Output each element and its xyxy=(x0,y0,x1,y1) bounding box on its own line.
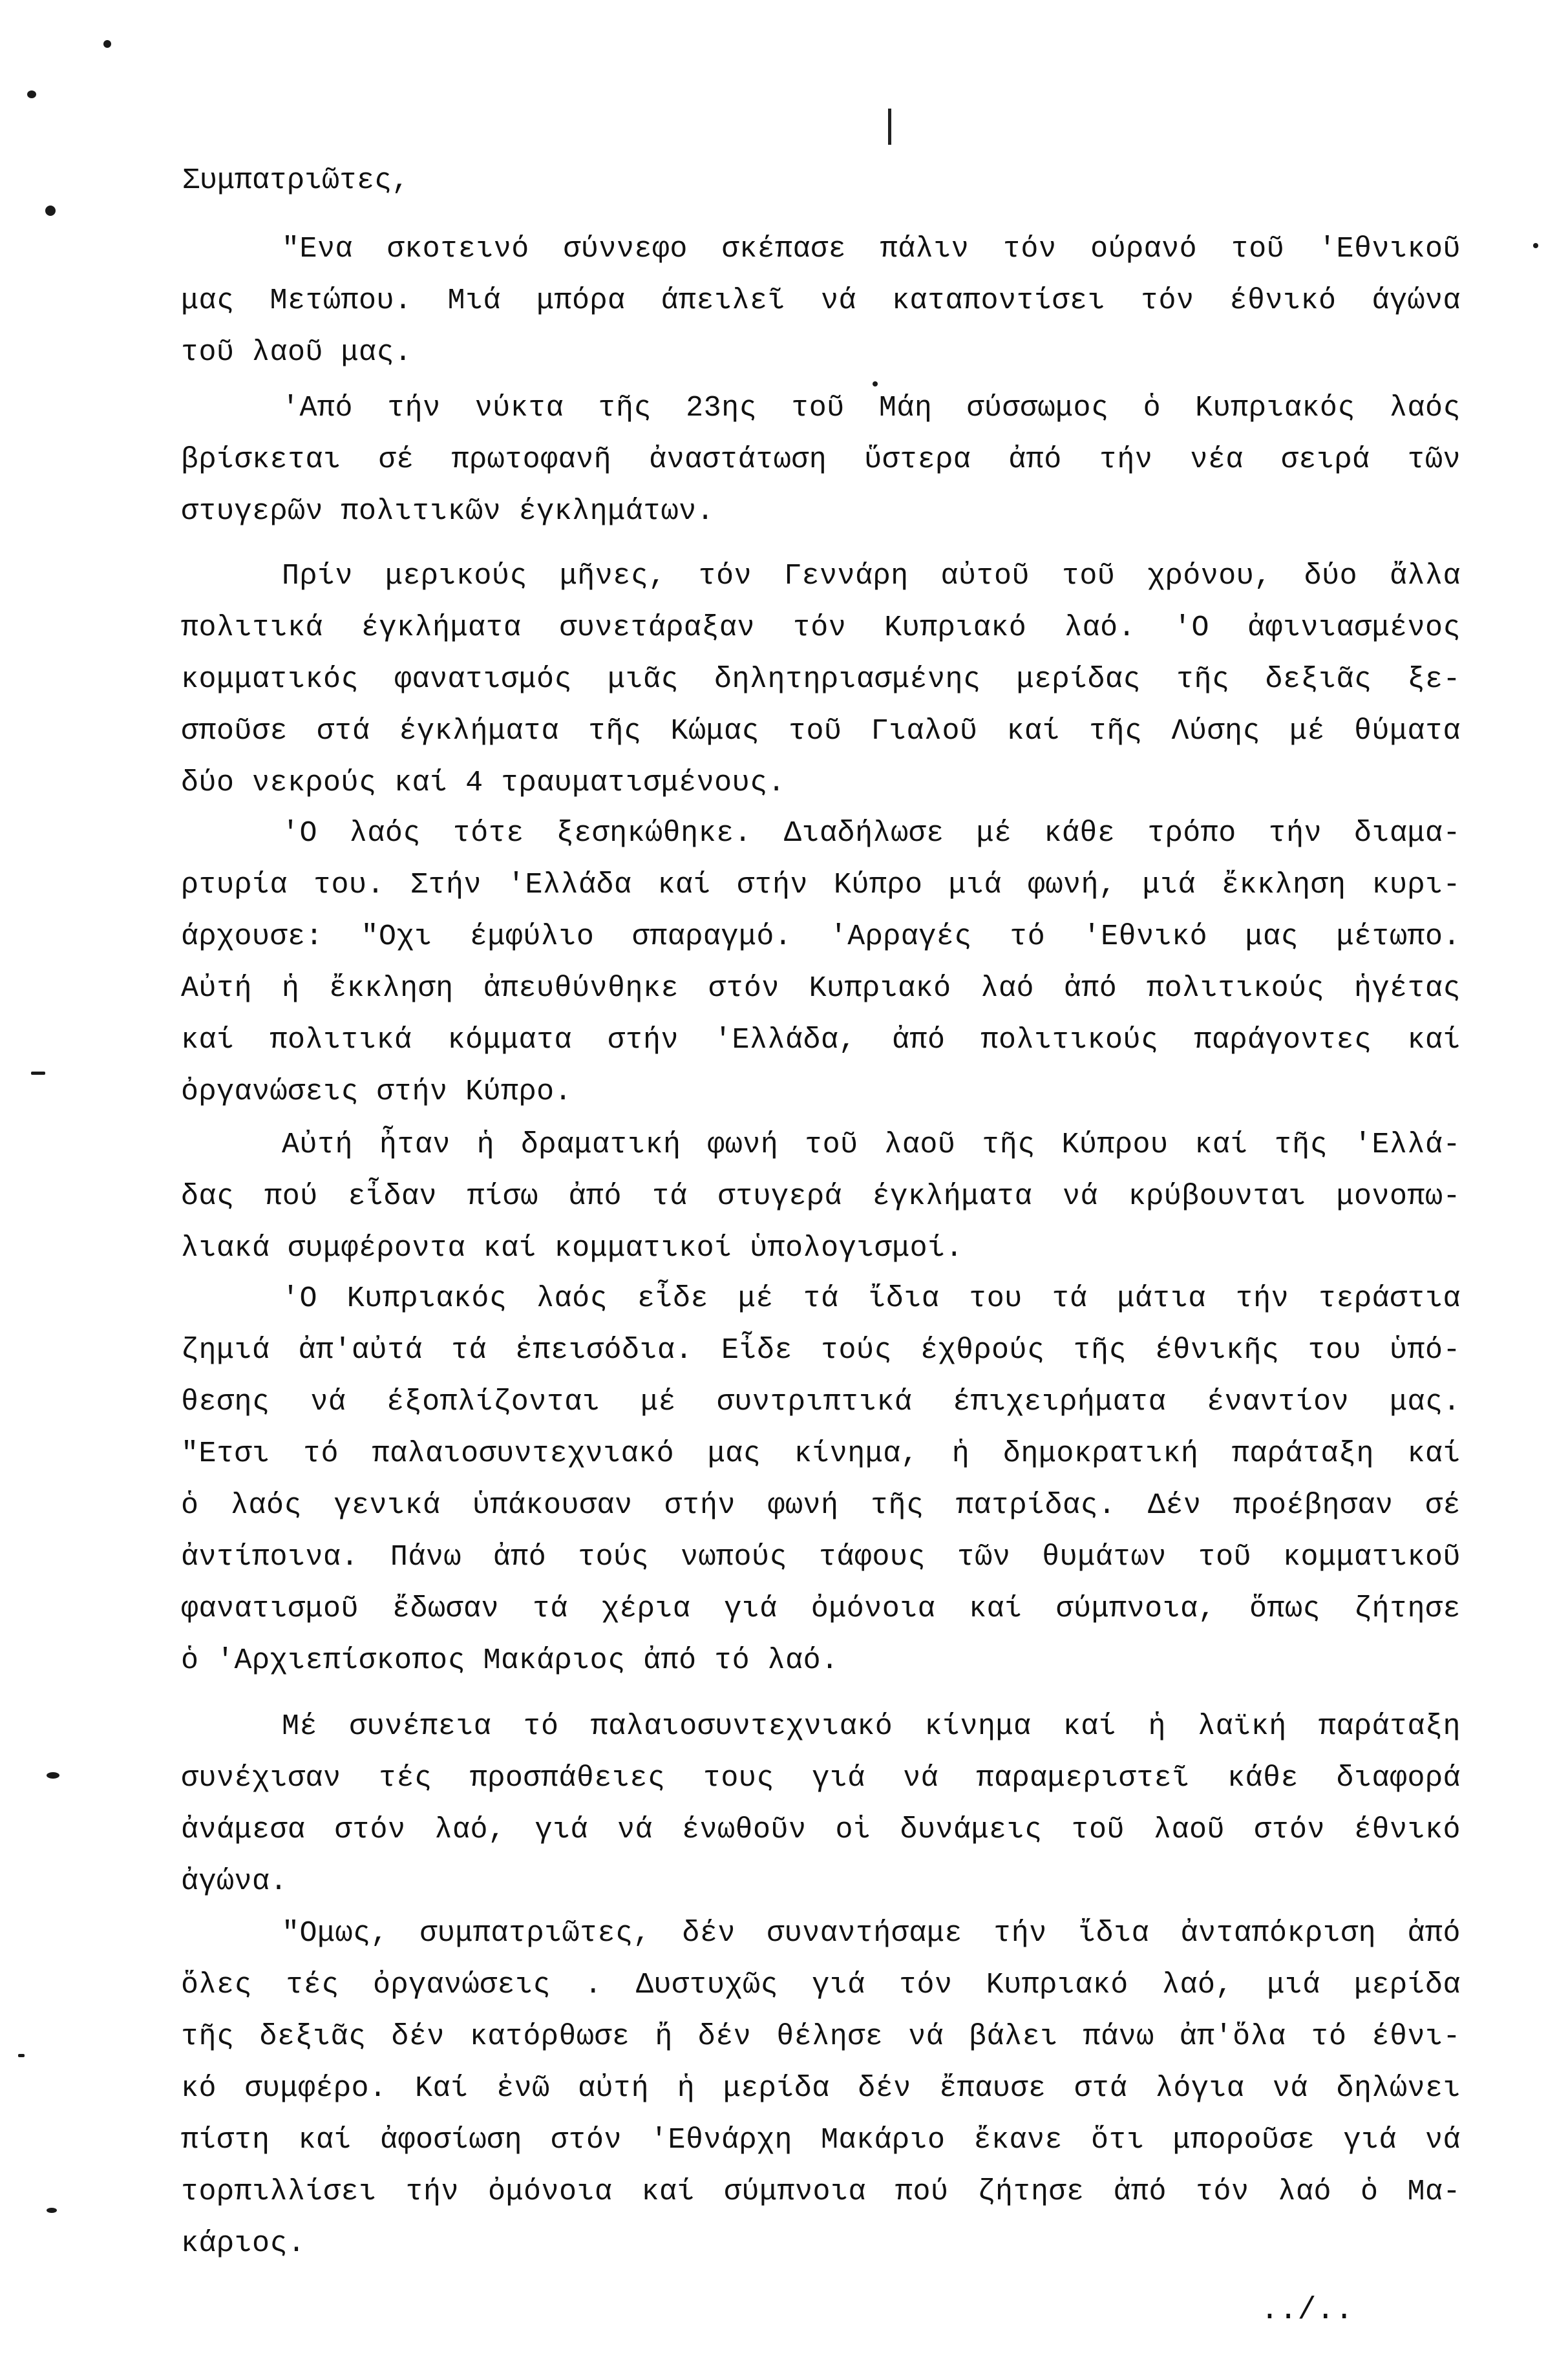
paragraph-line: φανατισμοῦ ἔδωσαν τά χέρια γιά ὀμόνοια καί σύμπνοια, ὅπως ζήτησε xyxy=(181,1592,1461,1625)
paragraph-line: δύο νεκρούς καί 4 τραυματισμένους. xyxy=(181,767,786,799)
paragraph-line: ὅλες τές ὀργανώσεις . Δυστυχῶς γιά τόν Κυπριακό λαό, μιά μερίδα xyxy=(181,1969,1461,2002)
scan-speck xyxy=(45,206,56,216)
paragraph-line: κάριος. xyxy=(181,2227,306,2260)
paragraph-line: 'Από τήν νύκτα τῆς 23ης τοῦ Μάη σύσσωμος ὁ Κυπριακός λαός xyxy=(282,392,1461,425)
scan-speck xyxy=(103,40,111,48)
paragraph-line: ἀγώνα. xyxy=(181,1865,288,1898)
salutation: Συμπατριῶτες, xyxy=(182,164,410,197)
paragraph-line: 'Ο λαός τότε ξεσηκώθηκε. Διαδήλωσε μέ κάθε τρόπο τήν διαμα- xyxy=(282,817,1461,850)
paragraph-line: Μέ συνέπεια τό παλαιοσυντεχνιακό κίνημα καί ἡ λαϊκή παράταξη xyxy=(282,1710,1461,1743)
paragraph-line: Πρίν μερικούς μῆνες, τόν Γεννάρη αὐτοῦ τοῦ χρόνου, δύο ἄλλα xyxy=(282,560,1461,593)
paragraph-line: κομματικός φανατισμός μιᾶς δηλητηριασμένης μερίδας τῆς δεξιᾶς ξε- xyxy=(181,663,1461,696)
paragraph-line: τοῦ λαοῦ μας. xyxy=(181,336,412,369)
paragraph-line: τορπιλλίσει τήν ὀμόνοια καί σύμπνοια πού ζήτησε ἀπό τόν λαό ὁ Μα- xyxy=(181,2175,1461,2208)
paragraph-line: θεσης νά έξοπλίζονται μέ συντριπτικά έπιχειρήματα έναντίον μας. xyxy=(181,1386,1461,1419)
scan-speck xyxy=(1533,243,1538,248)
paragraph-line: Αὐτή ἡ ἔκκληση ἀπευθύνθηκε στόν Κυπριακό λαό ἀπό πολιτικούς ἡγέτας xyxy=(181,972,1461,1005)
paragraph-line: στυγερῶν πολιτικῶν έγκλημάτων. xyxy=(181,495,715,528)
paragraph-line: 'Ο Κυπριακός λαός εἶδε μέ τά ἴδια του τά μάτια τήν τεράστια xyxy=(282,1282,1461,1315)
paragraph-line: ὁ 'Αρχιεπίσκοπος Μακάριος ἀπό τό λαό. xyxy=(181,1644,839,1677)
page-top-mark xyxy=(888,109,891,145)
paragraph-line: ὁ λαός γενικά ὑπάκουσαν στήν φωνή τῆς πατρίδας. Δέν προέβησαν σέ xyxy=(181,1489,1461,1522)
paragraph-line: ὀργανώσεις στήν Κύπρο. xyxy=(181,1075,573,1108)
paragraph-line: "Ετσι τό παλαιοσυντεχνιακό μας κίνημα, ἡ δημοκρατική παράταξη καί xyxy=(181,1437,1461,1470)
paragraph-line: ρτυρία του. Στήν 'Ελλάδα καί στήν Κύπρο μιά φωνή, μιά ἔκκληση κυρι- xyxy=(181,869,1461,902)
paragraph-line: ἀντίποινα. Πάνω ἀπό τούς νωπούς τάφους τῶν θυμάτων τοῦ κομματικοῦ xyxy=(181,1541,1461,1574)
paragraph-line: τῆς δεξιᾶς δέν κατόρθωσε ἤ δέν θέλησε νά βάλει πάνω ἀπ'ὅλα τό έθνι- xyxy=(181,2020,1461,2053)
paragraph-line: μας Μετώπου. Μιά μπόρα άπειλεῖ νά καταποντίσει τόν έθνικό άγώνα xyxy=(181,284,1461,317)
continuation-mark: ../.. xyxy=(1260,2293,1354,2328)
scan-speck xyxy=(47,2208,57,2213)
paragraph-line: άρχουσε: "Οχι έμφύλιο σπαραγμό. 'Αρραγές τό 'Εθνικό μας μέτωπο. xyxy=(181,920,1461,953)
scan-speck xyxy=(27,90,36,98)
paragraph-line: κό συμφέρο. Καί ἐνῶ αὐτή ἡ μερίδα δέν ἔπαυσε στά λόγια νά δηλώνει xyxy=(181,2072,1461,2105)
paragraph-line: Αὐτή ἦταν ἡ δραματική φωνή τοῦ λαοῦ τῆς Κύπρου καί τῆς 'Ελλά- xyxy=(282,1128,1461,1161)
paragraph-line: "Ομως, συμπατριῶτες, δέν συναντήσαμε τήν ἴδια ἀνταπόκριση ἀπό xyxy=(282,1917,1461,1950)
paragraph-line: "Ενα σκοτεινό σύννεφο σκέπασε πάλιν τόν ούρανό τοῦ 'Εθνικοῦ xyxy=(282,233,1461,266)
paragraph-line: σποῦσε στά έγκλήματα τῆς Κώμας τοῦ Γιαλοῦ καί τῆς Λύσης μέ θύματα xyxy=(181,715,1461,748)
paragraph-line: πίστη καί ἀφοσίωση στόν 'Εθνάρχη Μακάριο ἔκανε ὅτι μποροῦσε γιά νά xyxy=(181,2124,1461,2157)
paragraph-line: βρίσκεται σέ πρωτοφανῆ ἀναστάτωση ὕστερα ἀπό τήν νέα σειρά τῶν xyxy=(181,443,1461,476)
scan-speck xyxy=(47,1772,59,1779)
paragraph-line: συνέχισαν τές προσπάθειες τους γιά νά παραμεριστεῖ κάθε διαφορά xyxy=(181,1762,1461,1795)
paragraph-line: δας πού εἶδαν πίσω ἀπό τά στυγερά έγκλήματα νά κρύβουνται μονοπω- xyxy=(181,1180,1461,1213)
paragraph-line: καί πολιτικά κόμματα στήν 'Ελλάδα, ἀπό πολιτικούς παράγοντες καί xyxy=(181,1024,1461,1057)
paragraph-line: ζημιά ἀπ'αὐτά τά ἐπεισόδια. Εἶδε τούς έχθρούς τῆς έθνικῆς του ὑπό- xyxy=(181,1334,1461,1367)
paragraph-line: λιακά συμφέροντα καί κομματικοί ὑπολογισμοί. xyxy=(181,1232,964,1265)
paragraph-line: πολιτικά έγκλήματα συνετάραξαν τόν Κυπριακό λαό. 'Ο ἀφινιασμένος xyxy=(181,611,1461,644)
paragraph-line: ἀνάμεσα στόν λαό, γιά νά ένωθοῦν οἱ δυνάμεις τοῦ λαοῦ στόν έθνικό xyxy=(181,1814,1461,1846)
scan-speck xyxy=(18,2054,25,2057)
scan-speck xyxy=(31,1072,45,1075)
